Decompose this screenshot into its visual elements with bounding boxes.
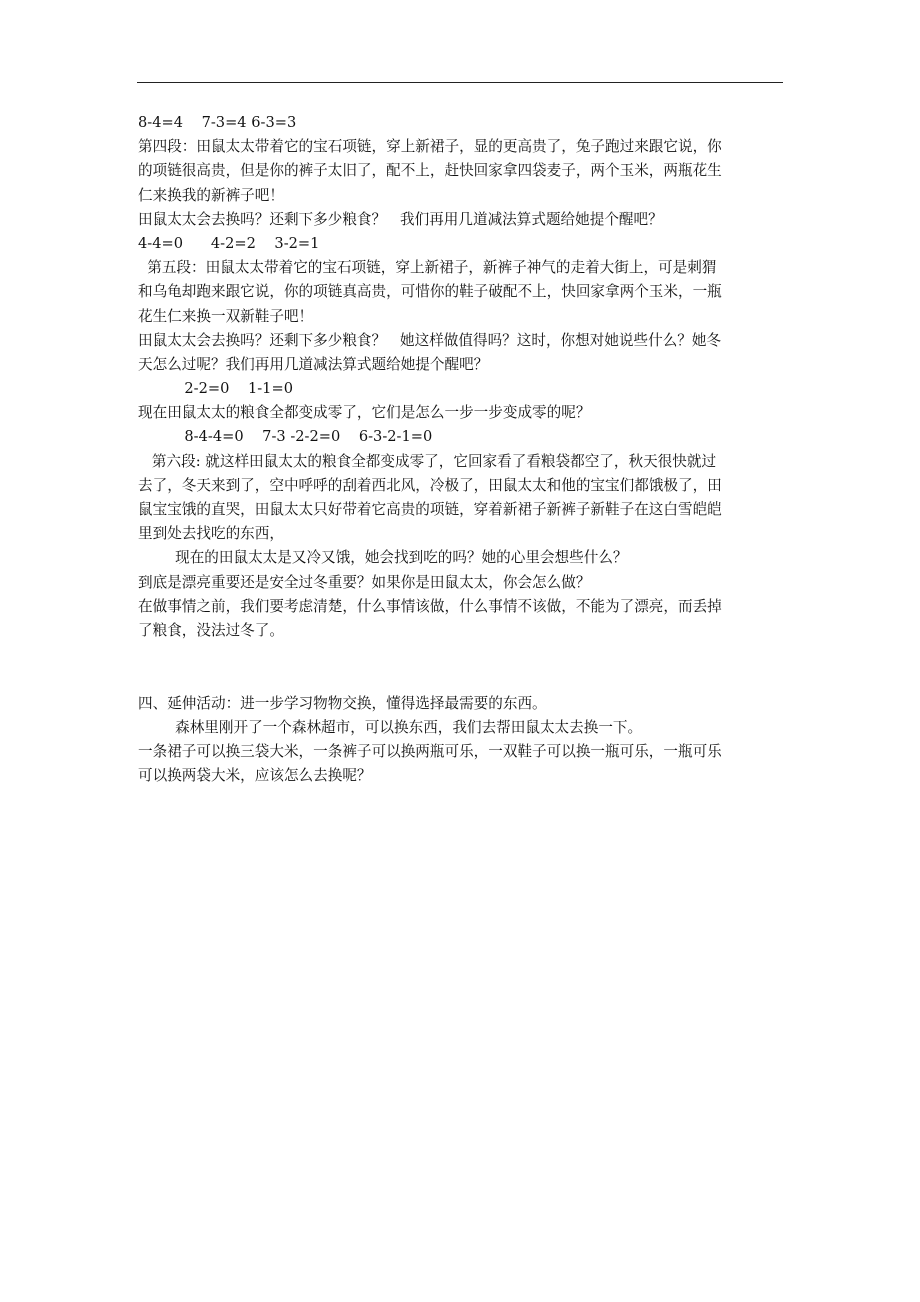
text-line: 第四段：田鼠太太带着它的宝石项链，穿上新裙子，显的更高贵了，兔子跑过来跟它说，你 [138,138,722,156]
text-line: 四、延伸活动：进一步学习物物交换，懂得选择最需要的东西。 [138,694,547,712]
text-line: 鼠宝宝饿的直哭，田鼠太太只好带着它高贵的项链，穿着新裙子新裤子新鞋子在这白雪皑皑 [138,501,722,518]
blank-line [138,667,784,691]
text-line: 到底是漂亮重要还是安全过冬重要？如果你是田鼠太太，你会怎么做？ [138,573,591,591]
text-line: 去了，冬天来到了，空中呼呼的刮着西北风，冷极了，田鼠太太和他的宝宝们都饿极了，田 [138,476,722,494]
text-line: 一条裙子可以换三袋大米，一条裤子可以换两瓶可乐，一双鞋子可以换一瓶可乐，一瓶可乐 [138,742,722,760]
blank-line [138,643,784,667]
text-line: 和乌龟却跑来跟它说，你的项链真高贵，可惜你的鞋子破配不上，快回家拿两个玉米，一瓶 [138,283,722,301]
text-line: 8-4=4 7-3=4 6-3=3 [138,114,297,131]
text-line: 了粮食，没法过冬了。 [138,621,284,639]
header-rule [137,82,783,83]
text-line: 第五段：田鼠太太带着它的宝石项链，穿上新裙子，新裤子神气的走着大街上，可是刺猬 [138,259,717,277]
text-line: 在做事情之前，我们要考虑清楚，什么事情该做，什么事情不该做，不能为了漂亮，而丢掉 [138,597,722,615]
text-line: 里到处去找吃的东西， [138,525,284,543]
text-line: 的项链很高贵，但是你的裤子太旧了，配不上，赶快回家拿四袋麦子，两个玉米，两瓶花生 [138,162,722,180]
text-line: 森林里刚开了一个森林超市，可以换东西，我们去帮田鼠太太去换一下。 [138,718,643,736]
text-line: 可以换两袋大米，应该怎么去换呢？ [138,767,372,785]
text-line: 花生仁来换一双新鞋子吧！ [138,307,314,325]
document-body [138,111,784,788]
text-line: 田鼠太太会去换吗？还剩下多少粮食？ 我们再用几道减法算式题给她提个醒吧？ [138,210,663,228]
text-line: 天怎么过呢？我们再用几道减法算式题给她提个醒吧？ [138,355,489,373]
text-line: 仁来换我的新裤子吧！ [138,186,284,204]
text-line: 4-4=0 4-2=2 3-2=1 [138,234,320,252]
text-line: 2-2=0 1-1=0 [138,380,293,398]
text-line: 田鼠太太会去换吗？还剩下多少粮食？ 她这样做值得吗？这时，你想对她说些什么？她冬 [138,331,722,349]
text-line: 现在田鼠太太的粮食全都变成零了，它们是怎么一步一步变成零的呢？ [138,404,591,422]
text-line: 现在的田鼠太太是又冷又饿，她会找到吃的吗？她的心里会想些什么？ [138,549,628,567]
text-line: 8-4-4=0 7-3 -2-2=0 6-3-2-1=0 [138,428,433,446]
text-line: 第六段: 就这样田鼠太太的粮食全都变成零了，它回家看了看粮袋都空了，秋天很快就过 [138,452,717,470]
